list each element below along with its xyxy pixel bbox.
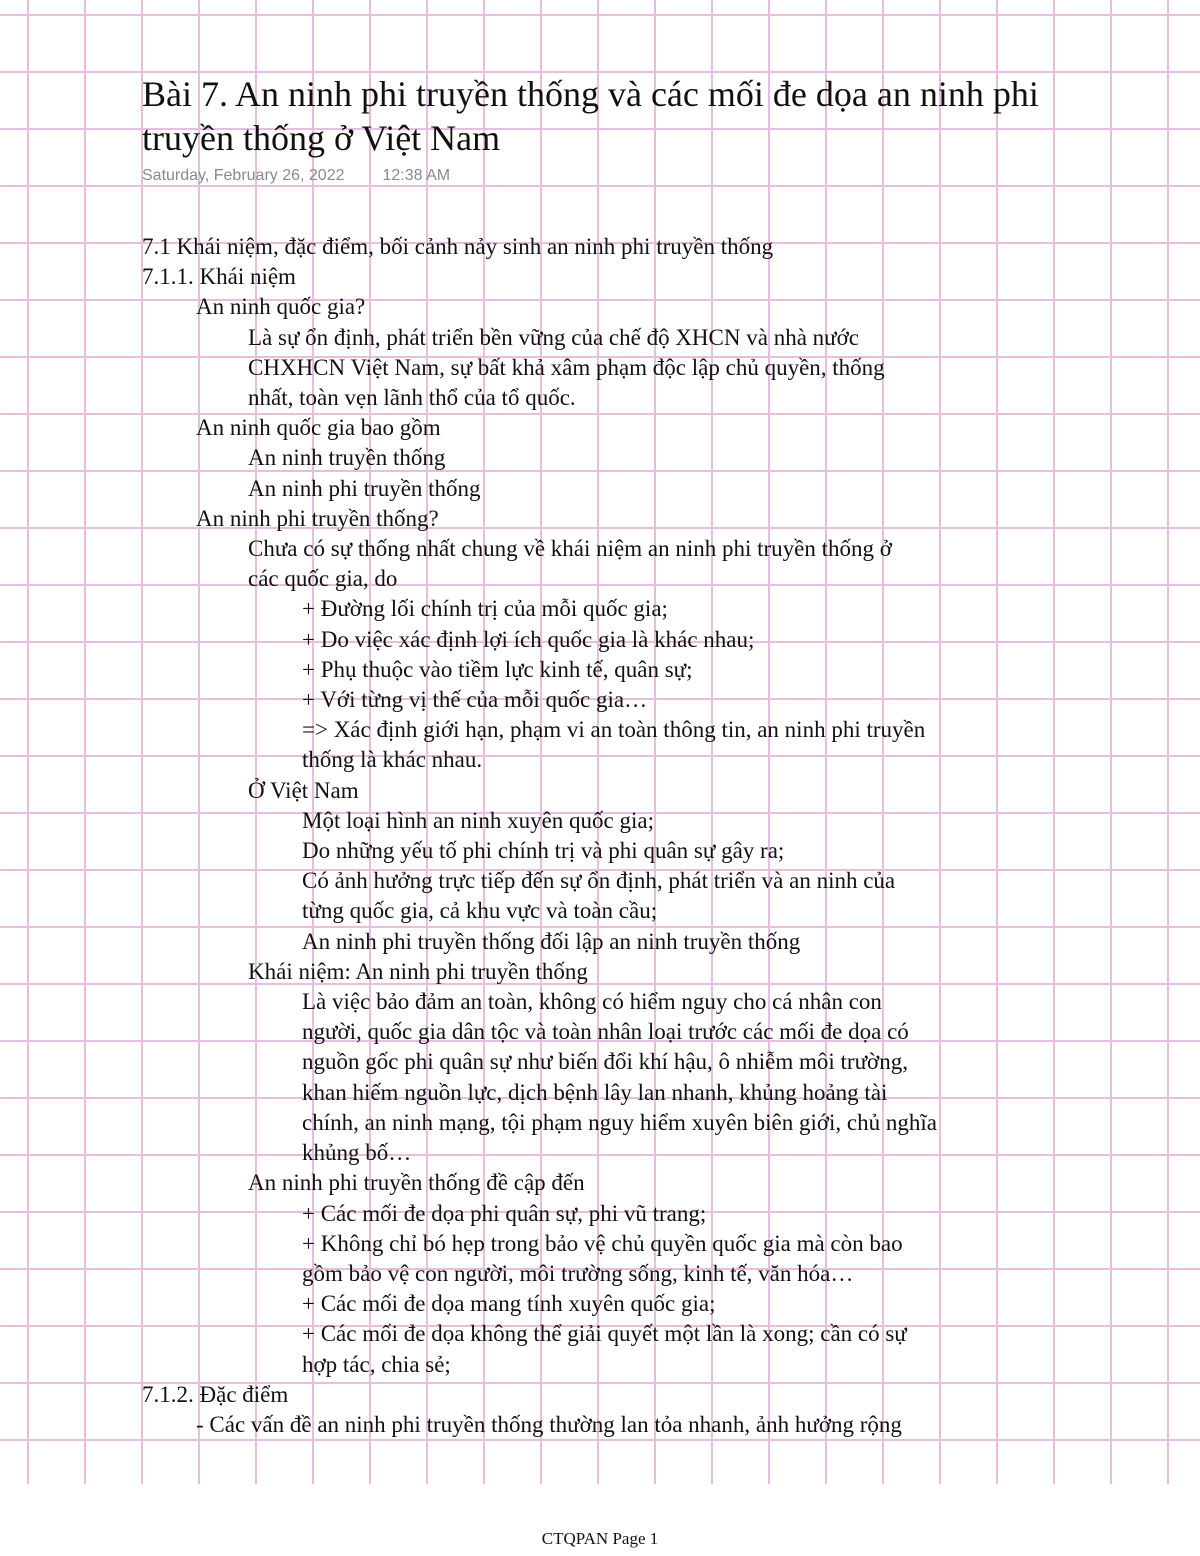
- outline-line[interactable]: chính, an ninh mạng, tội phạm nguy hiểm xuyên biên giới, chủ nghĩa: [302, 1109, 937, 1135]
- outline-line[interactable]: khủng bố…: [302, 1140, 412, 1166]
- outline-line[interactable]: nhất, toàn vẹn lãnh thổ của tổ quốc.: [248, 385, 576, 411]
- outline-line[interactable]: An ninh quốc gia?: [196, 294, 366, 320]
- outline-line[interactable]: nguồn gốc phi quân sự như biến đổi khí hậu, ô nhiễm môi trường,: [302, 1049, 908, 1075]
- outline-line[interactable]: 7.1.1. Khái niệm: [142, 264, 296, 290]
- outline-line[interactable]: Do những yếu tố phi chính trị và phi quân sự gây ra;: [302, 838, 785, 864]
- outline-line[interactable]: An ninh phi truyền thống?: [196, 505, 439, 531]
- outline-line[interactable]: hợp tác, chia sẻ;: [302, 1351, 451, 1377]
- outline-line[interactable]: người, quốc gia dân tộc và toàn nhân loại trước các mối đe dọa có: [302, 1019, 909, 1045]
- outline-line[interactable]: An ninh phi truyền thống: [248, 475, 481, 501]
- outline-line[interactable]: thống là khác nhau.: [302, 747, 483, 773]
- outline-line[interactable]: Là sự ổn định, phát triển bền vững của chế độ XHCN và nhà nước: [248, 324, 859, 350]
- outline-line[interactable]: An ninh phi truyền thống đối lập an ninh truyền thống: [302, 928, 801, 954]
- outline-line[interactable]: => Xác định giới hạn, phạm vi an toàn thông tin, an ninh phi truyền: [302, 717, 926, 743]
- note-date: Saturday, February 26, 2022: [142, 167, 345, 184]
- outline-line[interactable]: 7.1.2. Đặc điểm: [142, 1381, 289, 1407]
- outline-line[interactable]: Một loại hình an ninh xuyên quốc gia;: [302, 807, 654, 833]
- outline-line[interactable]: An ninh phi truyền thống đề cập đến: [248, 1170, 585, 1196]
- note-time: 12:38 AM: [382, 167, 451, 184]
- outline-line[interactable]: CHXHCN Việt Nam, sự bất khả xâm phạm độc lập chủ quyền, thống: [248, 354, 885, 380]
- note-content: [142, 72, 1132, 1440]
- outline-line[interactable]: An ninh truyền thống: [248, 445, 446, 471]
- outline-line[interactable]: gồm bảo vệ con người, môi trường sống, kinh tế, văn hóa…: [302, 1260, 854, 1286]
- outline-line[interactable]: + Do việc xác định lợi ích quốc gia là khác nhau;: [302, 626, 755, 652]
- page-title[interactable]: Bài 7. An ninh phi truyền thống và các mối đe dọa an ninh phi truyền thống ở Việt Nam: [142, 74, 1039, 158]
- outline-line[interactable]: + Không chỉ bó hẹp trong bảo vệ chủ quyền quốc gia mà còn bao: [302, 1230, 903, 1256]
- outline-line[interactable]: Là việc bảo đảm an toàn, không có hiểm nguy cho cá nhân con: [302, 989, 882, 1015]
- outline-line[interactable]: Có ảnh hưởng trực tiếp đến sự ổn định, phát triển và an ninh của: [302, 868, 896, 894]
- outline-line[interactable]: + Các mối đe dọa mang tính xuyên quốc gia;: [302, 1291, 716, 1317]
- note-timestamp: [142, 164, 1132, 188]
- outline-line[interactable]: + Đường lối chính trị của mỗi quốc gia;: [302, 596, 668, 622]
- outline-line[interactable]: + Các mối đe dọa không thể giải quyết một lần là xong; cần có sự: [302, 1321, 907, 1347]
- outline-line[interactable]: Khái niệm: An ninh phi truyền thống: [248, 958, 588, 984]
- outline-line[interactable]: - Các vấn đề an ninh phi truyền thống thường lan tỏa nhanh, ảnh hưởng rộng: [196, 1411, 902, 1437]
- outline-line[interactable]: + Phụ thuộc vào tiềm lực kinh tế, quân sự;: [302, 656, 693, 682]
- note-body[interactable]: [142, 232, 1132, 1440]
- outline-line[interactable]: + Các mối đe dọa phi quân sự, phi vũ trang;: [302, 1200, 707, 1226]
- outline-line[interactable]: 7.1 Khái niệm, đặc điểm, bối cảnh nảy sinh an ninh phi truyền thống: [142, 234, 774, 259]
- outline-line[interactable]: các quốc gia, do: [248, 566, 398, 592]
- outline-line[interactable]: + Với từng vị thế của mỗi quốc gia…: [302, 687, 648, 713]
- outline-line[interactable]: An ninh quốc gia bao gồm: [196, 415, 441, 441]
- page-footer: CTQPAN Page 1: [541, 1529, 659, 1548]
- outline-line[interactable]: Chưa có sự thống nhất chung về khái niệm an ninh phi truyền thống ở: [248, 536, 892, 562]
- outline-line[interactable]: khan hiếm nguồn lực, dịch bệnh lây lan nhanh, khủng hoảng tài: [302, 1079, 888, 1105]
- outline-line[interactable]: từng quốc gia, cả khu vực và toàn cầu;: [302, 898, 658, 924]
- outline-line[interactable]: Ở Việt Nam: [248, 777, 359, 803]
